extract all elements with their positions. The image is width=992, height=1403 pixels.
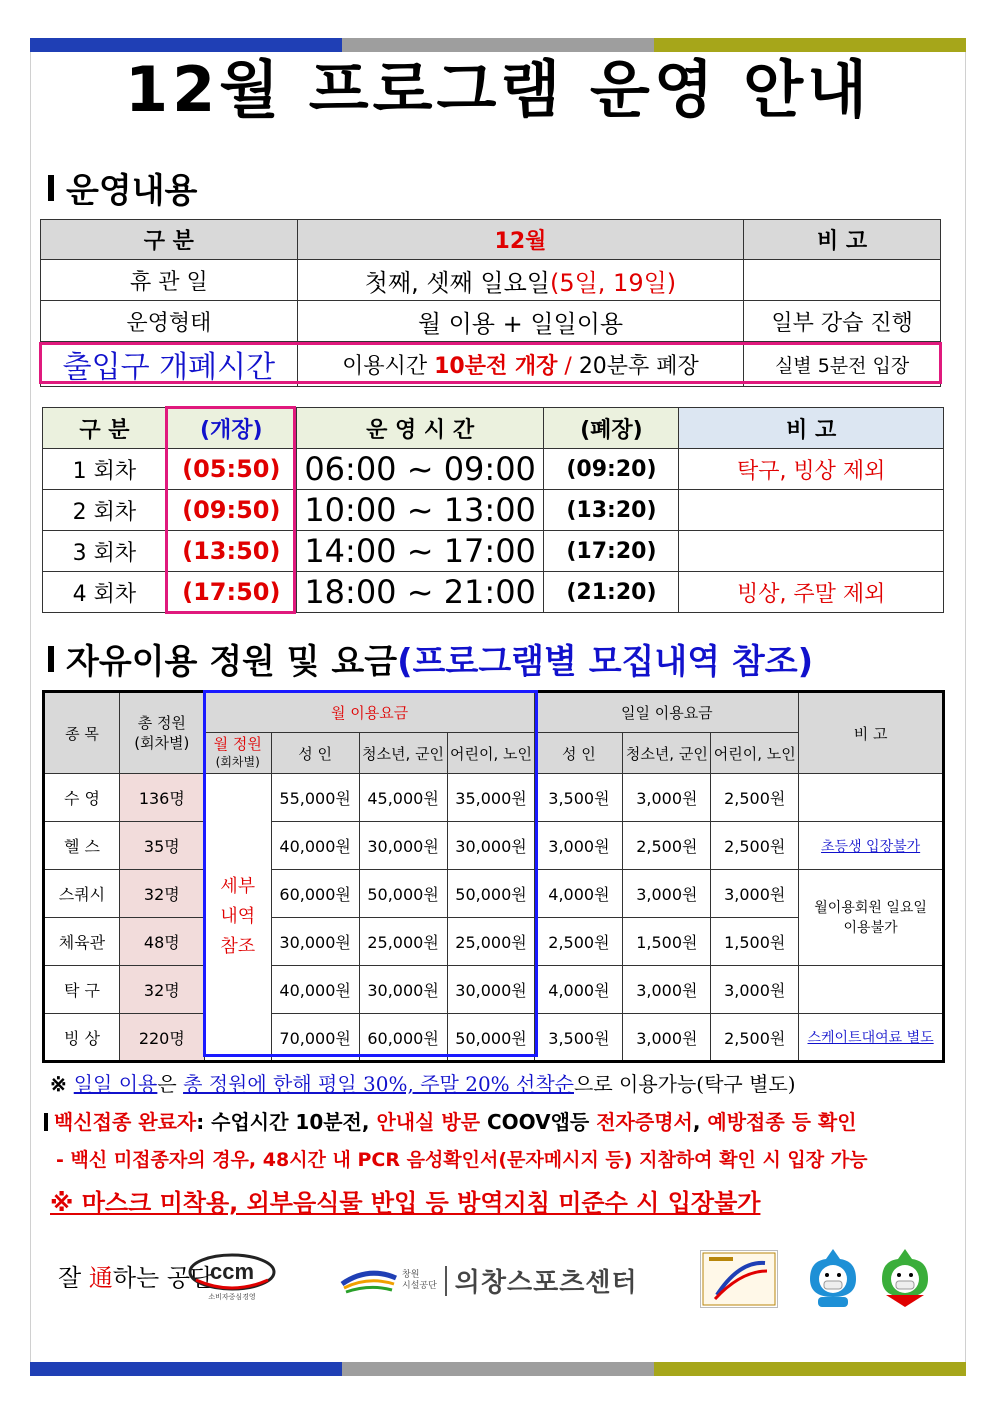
t1-header-note: 비 고 — [744, 220, 941, 260]
t2-header-category: 구 분 — [43, 408, 167, 449]
t1-header-category: 구 분 — [41, 220, 298, 260]
t3-m-child: 35,000원 — [447, 774, 535, 822]
note2-vaccinated: 백신접종 완료자 — [54, 1110, 197, 1134]
note-vaccine — [44, 1106, 857, 1135]
note2-d: COOV앱등 — [480, 1110, 597, 1134]
t3-cap: 35명 — [119, 822, 204, 870]
t3-header-monthly: 월 이용요금 — [204, 692, 535, 733]
t3-m-child: 50,000원 — [447, 1014, 535, 1062]
note2-c: 안내실 방문 — [376, 1110, 481, 1134]
ccm-text: ccm — [209, 1259, 255, 1284]
t3-d-youth: 1,500원 — [623, 918, 711, 966]
slogan-b: 通 — [88, 1264, 113, 1292]
t3-note-sunday: 월이용회원 일요일 이용불가 — [799, 870, 944, 966]
section-fee-title — [48, 634, 813, 683]
t1-entrance-c: / — [557, 353, 579, 379]
t1-entrance-note: 실별 5분전 입장 — [744, 342, 941, 387]
t2-close: (13:20) — [544, 490, 679, 531]
t3-header-capacity: 총 정원 (회차별) — [119, 692, 204, 774]
t1-entrance-label: 출입구 개폐시간 — [41, 342, 298, 387]
note-mask: ※ 마스크 미착용, 외부음식물 반입 등 방역지침 미준수 시 입장불가 — [50, 1189, 761, 1217]
certification-mark-icon — [700, 1250, 778, 1308]
t3-m-youth: 45,000원 — [359, 774, 447, 822]
t2-open: (13:50) — [166, 531, 296, 572]
t2-time: 14:00 ~ 17:00 — [296, 531, 544, 572]
t3-header-d-adult: 성 인 — [535, 733, 623, 774]
org-swoosh-icon — [340, 1264, 400, 1298]
t3-m-adult: 30,000원 — [271, 918, 359, 966]
note1-particle: 은 — [157, 1072, 184, 1096]
t1-entrance-a: 이용시간 — [342, 353, 435, 379]
t2-time: 10:00 ~ 13:00 — [296, 490, 544, 531]
t3-item: 스쿼시 — [44, 870, 120, 918]
t2-header-open: (개장) — [166, 408, 296, 449]
t3-m-child: 30,000원 — [447, 822, 535, 870]
t3-header-m-youth: 청소년, 군인 — [359, 733, 447, 774]
bottom-color-bar — [30, 1362, 966, 1376]
t1-closed-label: 휴 관 일 — [41, 260, 298, 301]
t1-type-note: 일부 강습 진행 — [744, 301, 941, 342]
note-bar-icon — [44, 1113, 48, 1131]
t1-closed-dates: (5일, 19일) — [549, 268, 677, 297]
t3-d-adult: 3,000원 — [535, 822, 623, 870]
t3-cap: 32명 — [119, 870, 204, 918]
t1-type-value: 월 이용 + 일일이용 — [297, 301, 743, 342]
t3-cap: 48명 — [119, 918, 204, 966]
t3-note-empty — [799, 966, 944, 1014]
t3-m-adult: 70,000원 — [271, 1014, 359, 1062]
mascot-blue-icon — [800, 1245, 866, 1311]
bottom-bar-gray — [342, 1362, 654, 1376]
t3-m-youth: 30,000원 — [359, 966, 447, 1014]
t3-d-adult: 2,500원 — [535, 918, 623, 966]
ccm-logo-icon — [186, 1252, 278, 1302]
t1-type-label: 운영형태 — [41, 301, 298, 342]
t1-header-month: 12월 — [297, 220, 743, 260]
note1-capacity: 총 정원에 한해 평일 30%, 주말 20% 선착순 — [183, 1072, 574, 1096]
mascot-green-icon — [872, 1245, 938, 1311]
t3-d-child: 1,500원 — [711, 918, 799, 966]
t3-header-d-child: 어린이, 노인 — [711, 733, 799, 774]
org-small-name — [402, 1270, 437, 1292]
t1-closed-days: 첫째, 셋째 일요일 — [364, 268, 550, 297]
t3-m-child: 25,000원 — [447, 918, 535, 966]
t2-header-note: 비 고 — [679, 408, 944, 449]
t2-time: 06:00 ~ 09:00 — [296, 449, 544, 490]
t3-item: 헬 스 — [44, 822, 120, 870]
t3-m-youth: 60,000원 — [359, 1014, 447, 1062]
t3-d-adult: 4,000원 — [535, 966, 623, 1014]
t3-cap: 32명 — [119, 966, 204, 1014]
t2-open: (05:50) — [166, 449, 296, 490]
t3-m-adult: 40,000원 — [271, 966, 359, 1014]
monthly-fee-highlight — [203, 690, 538, 1057]
t2-round: 3 회차 — [43, 531, 167, 572]
t3-m-youth: 50,000원 — [359, 870, 447, 918]
t3-month-cap-sub: (회차별) — [215, 755, 260, 769]
t3-m-adult: 40,000원 — [271, 822, 359, 870]
t3-m-adult: 55,000원 — [271, 774, 359, 822]
note-unvaccinated: - 백신 미접종자의 경우, 48시간 내 PCR 음성확인서(문자메시지 등) 지참하여 확인 시 입장 가능 — [56, 1149, 868, 1171]
t3-item: 빙 상 — [44, 1014, 120, 1062]
t2-note — [679, 490, 944, 531]
t1-entrance-d: 20분후 폐장 — [578, 353, 699, 379]
t3-header-item: 종 목 — [44, 692, 120, 774]
note2-g: 예방접종 등 확인 — [707, 1110, 857, 1134]
t2-note: 빙상, 주말 제외 — [679, 572, 944, 613]
org-separator — [445, 1266, 447, 1296]
t3-item: 체육관 — [44, 918, 120, 966]
t3-d-child: 2,500원 — [711, 822, 799, 870]
t2-note — [679, 531, 944, 572]
t2-header-time: 운 영 시 간 — [296, 408, 544, 449]
t3-note-skate: 스케이트대여료 별도 — [799, 1014, 944, 1062]
t3-header-daily: 일일 이용요금 — [535, 692, 799, 733]
page-title: 12월 프로그램 운영 안내 — [124, 53, 872, 126]
note2-f: , — [692, 1110, 708, 1134]
t3-month-cap-value: 세부 내역 참조 — [204, 774, 271, 1062]
t2-time: 18:00 ~ 21:00 — [296, 572, 544, 613]
t2-open: (17:50) — [166, 572, 296, 613]
t3-note-elementary: 초등생 입장불가 — [799, 822, 944, 870]
section-bar-icon — [48, 175, 54, 201]
t3-header-m-adult: 성 인 — [271, 733, 359, 774]
t3-d-child: 3,000원 — [711, 966, 799, 1014]
t3-header-m-child: 어린이, 노인 — [447, 733, 535, 774]
t3-item: 탁 구 — [44, 966, 120, 1014]
t3-d-child: 2,500원 — [711, 774, 799, 822]
t3-d-child: 3,000원 — [711, 870, 799, 918]
section-bar-icon — [48, 646, 54, 672]
t3-d-youth: 2,500원 — [623, 822, 711, 870]
t3-d-adult: 3,500원 — [535, 1014, 623, 1062]
entrance-highlight-box — [39, 342, 942, 384]
section-fee-paren: (프로그램별 모집내역 참조) — [397, 642, 814, 682]
org-small-2: 시설공단 — [402, 1280, 437, 1291]
t2-close: (09:20) — [544, 449, 679, 490]
t1-closed-note — [744, 260, 941, 301]
t3-d-child: 2,500원 — [711, 1014, 799, 1062]
note1-daily: 일일 이용 — [73, 1072, 158, 1096]
section-operation-label: 운영내용 — [66, 171, 198, 211]
slogan-c: 하는 공단 — [112, 1264, 214, 1292]
t3-m-adult: 60,000원 — [271, 870, 359, 918]
t2-close: (17:20) — [544, 531, 679, 572]
slogan-a: 잘 — [58, 1264, 89, 1292]
open-column-highlight — [165, 406, 296, 614]
t3-m-child: 30,000원 — [447, 966, 535, 1014]
t2-round: 1 회차 — [43, 449, 167, 490]
bottom-bar-blue — [30, 1362, 342, 1376]
t3-d-adult: 4,000원 — [535, 870, 623, 918]
note1-mark: ※ — [50, 1072, 74, 1096]
t3-item: 수 영 — [44, 774, 120, 822]
t3-d-youth: 3,000원 — [623, 1014, 711, 1062]
t3-m-youth: 30,000원 — [359, 822, 447, 870]
section-operation-title — [48, 163, 197, 212]
t2-close: (21:20) — [544, 572, 679, 613]
center-name: 의창스포츠센터 — [454, 1268, 638, 1298]
t3-m-youth: 25,000원 — [359, 918, 447, 966]
note2-e: 전자증명서 — [596, 1110, 693, 1134]
bottom-bar-olive — [654, 1362, 966, 1376]
t2-round: 4 회차 — [43, 572, 167, 613]
t3-note-empty — [799, 774, 944, 822]
section-fee-label: 자유이용 정원 및 요금 — [66, 642, 398, 682]
t2-header-close: (폐장) — [544, 408, 679, 449]
note-daily-use — [50, 1068, 796, 1097]
org-logo — [340, 1262, 638, 1299]
t1-entrance-b: 10분전 개장 — [434, 353, 558, 379]
t3-cap: 136명 — [119, 774, 204, 822]
t2-round: 2 회차 — [43, 490, 167, 531]
org-small-1: 창원 — [402, 1269, 420, 1280]
t3-d-adult: 3,500원 — [535, 774, 623, 822]
t2-note: 탁구, 빙상 제외 — [679, 449, 944, 490]
ccm-sub: 소비자중심경영 — [208, 1293, 256, 1301]
t2-open: (09:50) — [166, 490, 296, 531]
t3-cap: 220명 — [119, 1014, 204, 1062]
note2-b: : 수업시간 10분전, — [196, 1110, 377, 1134]
t3-d-youth: 3,000원 — [623, 774, 711, 822]
t3-month-cap-label: 월 정원 — [213, 735, 262, 753]
t3-header-d-youth: 청소년, 군인 — [623, 733, 711, 774]
t3-d-youth: 3,000원 — [623, 870, 711, 918]
t3-m-child: 50,000원 — [447, 870, 535, 918]
t3-header-note: 비 고 — [799, 692, 944, 774]
t3-d-youth: 3,000원 — [623, 966, 711, 1014]
note1-tail: 으로 이용가능(탁구 별도) — [574, 1072, 796, 1096]
t1-closed-value — [297, 260, 743, 301]
